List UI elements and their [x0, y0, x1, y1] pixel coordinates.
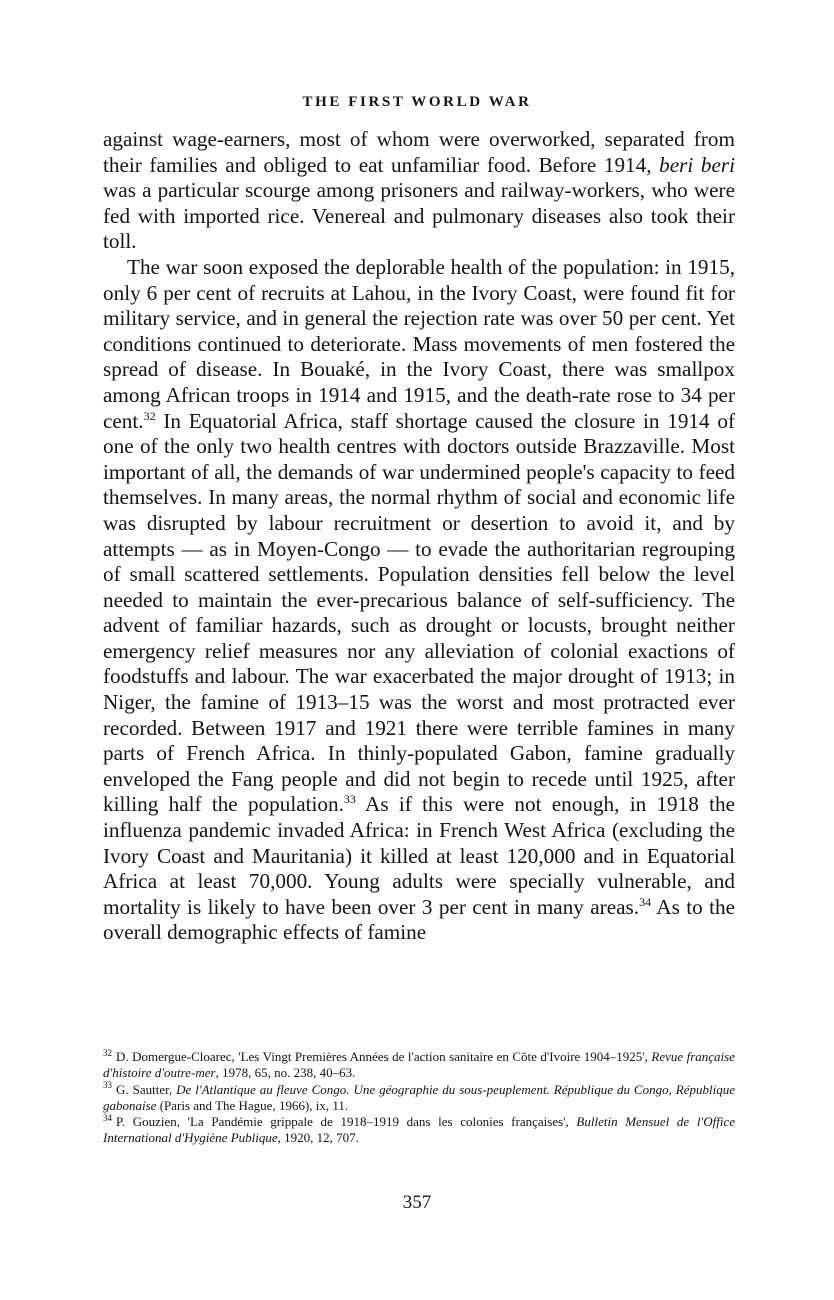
paragraph	[103, 255, 735, 946]
text-run: In Equatorial Africa, staff shortage caused the closure in 1914 of one of the only two health centres with doctors outside Brazzaville. Most important of all, the demands of war undermined people's capacity to feed themselves. In many areas, the normal rhythm of social and economic life was disrupted by labour recruitment or desertion to avoid it, and by attempts — as in Moyen-Congo — to evade the authoritarian regrouping of small scattered settlements. Population densities fell below the level needed to maintain the ever-precarious balance of self-sufficiency. The advent of familiar hazards, such as drought or locusts, brought neither emergency relief measures nor any alleviation of colonial exactions of foodstuffs and labour. The war exacerbated the major drought of 1913; in Niger, the famine of 1913–15 was the worst and most protracted ever recorded. Between 1917 and 1921 there were terrible famines in many parts of French Africa. In thinly-populated Gabon, famine gradually enveloped the Fang people and did not begin to recede until 1925, after killing half the population.	[103, 408, 735, 817]
text-run: was a particular scourge among prisoners and railway-workers, who were fed with imported rice. Venereal and pulmonary diseases also took their toll.	[103, 178, 735, 254]
text-run: against wage-earners, most of whom were overworked, separated from their families and obliged to eat unfamiliar food. Before 1914,	[103, 127, 735, 177]
paragraph	[103, 127, 735, 255]
running-head: THE FIRST WORLD WAR	[302, 94, 532, 110]
footnote-title: Revue française d'histoire d'outre-mer	[103, 1049, 735, 1081]
footnote-ref[interactable]: 32	[143, 408, 156, 423]
footnote	[103, 1049, 735, 1082]
footnote-title: Bulletin Mensuel de l'Office International d'Hygiène Publique	[103, 1114, 736, 1146]
text-run: The war soon exposed the deplorable health of the population: in 1915, only 6 per cent of recruits at Lahou, in the Ivory Coast, were found fit for military service, and in general the rejection rate was over 50 per cent. Yet conditions continued to deteriorate. Mass movements of men fostered the spread of disease. In Bouaké, in the Ivory Coast, there was smallpox among African troops in 1914 and 1915, and the death-rate rose to 34 per cent.	[103, 254, 735, 433]
footnotes	[103, 1049, 735, 1147]
text-run: As if this were not enough, in 1918 the influenza pandemic invaded Africa: in French West Africa (excluding the Ivory Coast and Mauritania) it killed at least 120,000 and in Equatorial Africa at least 70,000. Young adults were specially vulnerable, and mortality is likely to have been over 3 per cent in many areas.	[103, 792, 735, 919]
footnote-text: G. Sautter,	[116, 1081, 177, 1097]
footnote	[103, 1114, 735, 1147]
footnote-number: 33	[103, 1080, 112, 1091]
footnote-text: , 1978, 65, no. 238, 40–63.	[215, 1065, 356, 1081]
footnote-text: P. Gouzien, 'La Pandémie grippale de 1918–1919 dans les colonies françaises',	[116, 1114, 577, 1130]
italic-term: beri beri	[659, 152, 736, 177]
footnote-text: D. Domergue-Cloarec, 'Les Vingt Premières Années de l'action sanitaire en Côte d'Ivoire 1904–1925',	[116, 1049, 652, 1064]
footnote-ref[interactable]: 34	[639, 894, 652, 909]
footnote-text: , 1920, 12, 707.	[277, 1130, 359, 1146]
body-text	[103, 127, 735, 946]
text-run: As to the overall demographic effects of famine	[103, 894, 735, 945]
footnote-number: 32	[103, 1047, 112, 1058]
footnote-ref[interactable]: 33	[343, 792, 356, 807]
footnote-number: 34	[103, 1112, 112, 1123]
footnote	[103, 1082, 735, 1115]
footnote-title: De l'Atlantique au fleuve Congo. Une géographie du sous-peuplement. République du Congo, République gabonaise	[103, 1081, 735, 1113]
footnote-text: (Paris and The Hague, 1966), ix, 11.	[156, 1097, 349, 1113]
page-number: 357	[402, 1192, 432, 1213]
